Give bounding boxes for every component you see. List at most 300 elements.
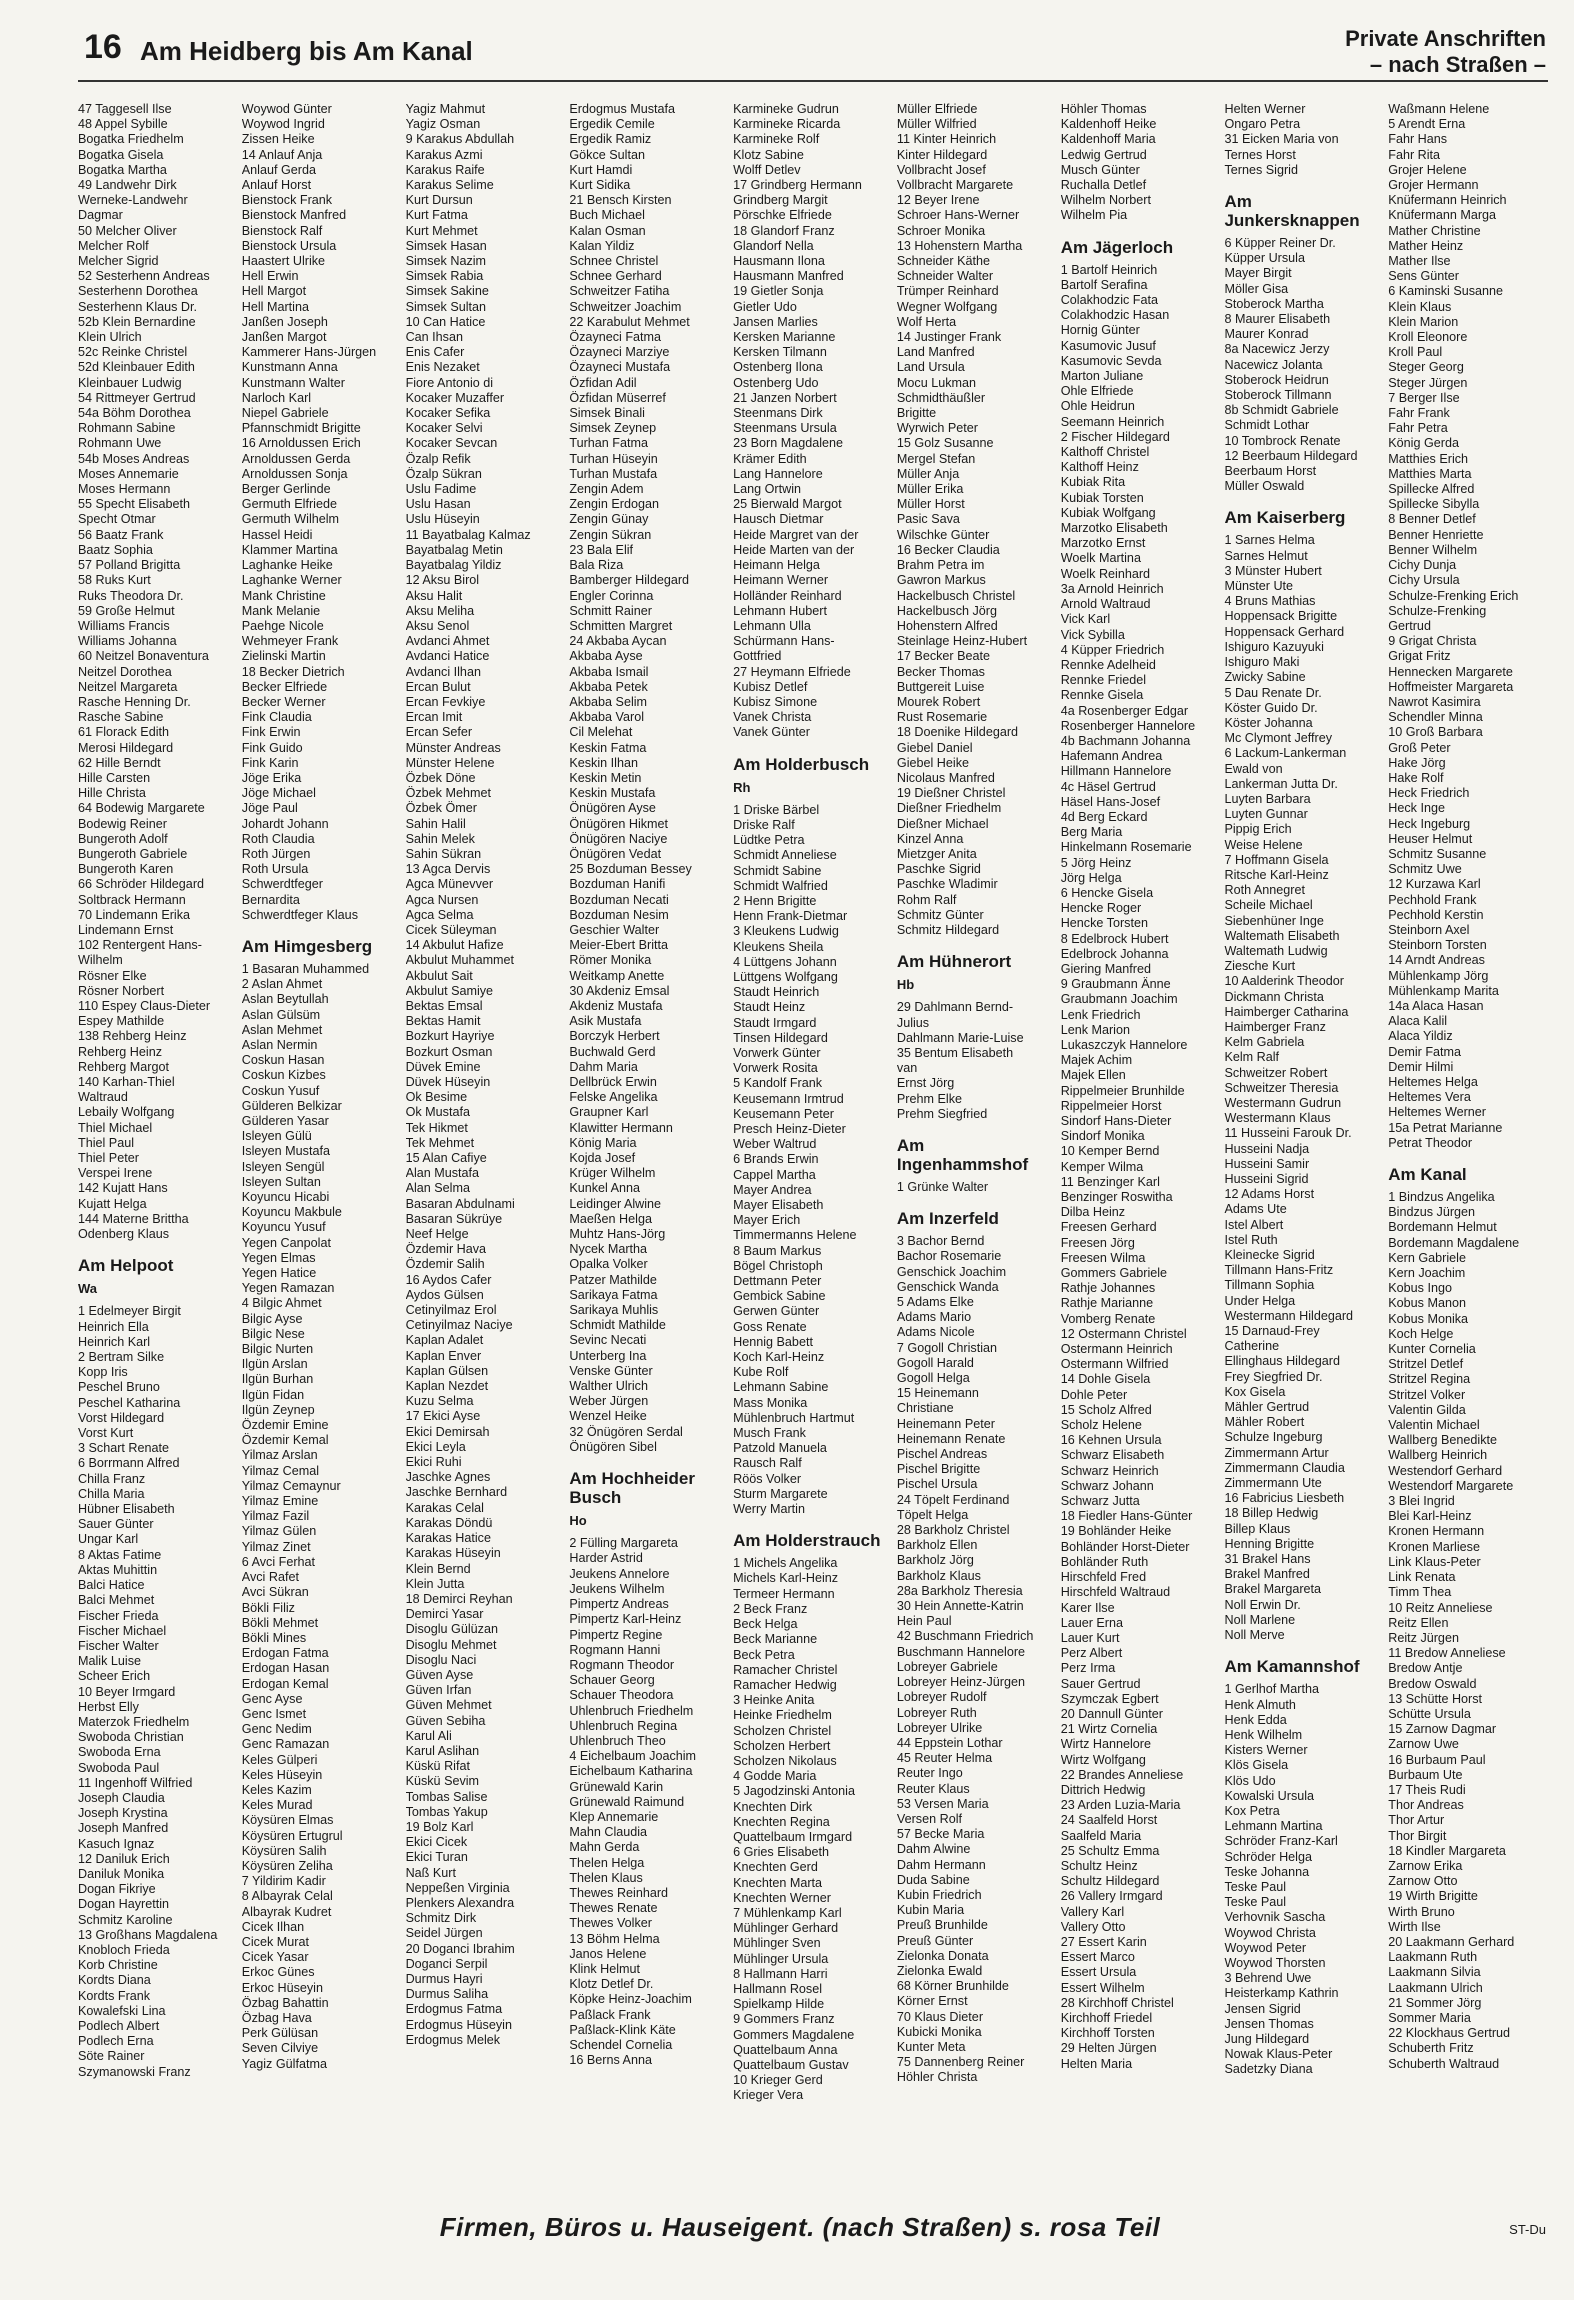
resident-entry: Siebenhüner Inge	[1224, 913, 1324, 928]
resident-entry: Vanek Christa	[733, 710, 812, 725]
resident-entry: Yagiz Gülfatma	[241, 2056, 327, 2071]
resident-entry: Lehmann Hubert	[733, 603, 827, 618]
resident-entry: Herbst Elly	[78, 1699, 139, 1714]
resident-entry: Saalfeld Maria	[1060, 1828, 1142, 1843]
resident-entry: Kelm Gabriela	[1224, 1035, 1305, 1050]
resident-entry: Kurt Sidika	[569, 178, 631, 193]
resident-entry: Disoglu Naci	[405, 1652, 477, 1667]
resident-entry: Akbulut Sait	[405, 968, 473, 983]
resident-entry: Dilba Heinz	[1060, 1205, 1126, 1220]
resident-entry: Scheile Michael	[1224, 898, 1313, 913]
resident-entry: Joseph Claudia	[78, 1790, 165, 1805]
resident-entry: 52 Sesterhenn Andreas	[78, 269, 210, 284]
resident-entry: Nawrot Kasimira	[1388, 694, 1481, 709]
resident-entry: Buttgereit Luise	[896, 679, 985, 694]
resident-entry: Cicek Ilhan	[241, 1919, 305, 1934]
resident-entry: Enis Cafer	[405, 345, 465, 360]
resident-entry: 68 Körner Brunhilde	[896, 1979, 1009, 1994]
resident-entry: 21 Janzen Norbert	[733, 390, 837, 405]
resident-entry: 10 Tombrock Renate	[1224, 433, 1341, 448]
resident-entry: Pimpertz Andreas	[569, 1597, 669, 1612]
resident-entry: Isleyen Sengül	[241, 1159, 325, 1174]
resident-entry: 25 Bozduman Bessey	[569, 862, 692, 877]
resident-entry: Podlech Erna	[78, 2034, 154, 2049]
resident-entry: 4 Küpper Friedrich	[1060, 642, 1165, 657]
resident-entry: Kubisz Detlef	[733, 679, 808, 694]
resident-entry: Wilhelm Pia	[1060, 208, 1128, 223]
resident-entry: Mähler Gertrud	[1224, 1400, 1310, 1415]
street-heading: Am Holderstrauch	[733, 1531, 881, 1551]
footer-note: Firmen, Büros u. Hauseigent. (nach Straßen) s. rosa Teil	[439, 2212, 1161, 2242]
resident-entry: Kronen Hermann	[1388, 1524, 1485, 1539]
street-heading: Am Jägerloch	[1060, 237, 1174, 257]
resident-entry: Teske Paul	[1224, 1879, 1287, 1894]
resident-entry: Güven Irfan	[405, 1683, 472, 1698]
resident-entry: Schürmann Hans-	[733, 634, 835, 649]
resident-entry: Brakel Manfred	[1224, 1567, 1310, 1582]
resident-entry: Muhtz Hans-Jörg	[569, 1227, 666, 1242]
resident-entry: Paschke Sigrid	[896, 862, 981, 877]
resident-entry: Mühlenbruch Hartmut	[733, 1410, 855, 1425]
resident-entry: Kordts Frank	[78, 1988, 151, 2003]
resident-entry: Gommers Magdalene	[733, 2027, 855, 2042]
resident-entry: Avdanci Hatice	[405, 649, 490, 664]
resident-entry: Klotz Detlef Dr.	[569, 1977, 654, 1992]
resident-entry: Bohländer Ruth	[1060, 1554, 1149, 1569]
resident-entry: Neppeßen Virginia	[405, 1880, 510, 1895]
resident-entry: Swoboda Paul	[78, 1760, 160, 1775]
resident-entry: Woywod Peter	[1224, 1940, 1307, 1955]
district-code: Hb	[896, 977, 915, 993]
directory-column	[242, 102, 402, 2182]
resident-entry: 14 Justinger Frank	[896, 330, 1002, 345]
resident-entry: Arnold Waltraud	[1060, 597, 1151, 612]
resident-entry: Seven Cilviye	[241, 2041, 319, 2056]
resident-entry: Hackelbusch Christel	[896, 588, 1016, 603]
resident-entry: Kern Gabriele	[1388, 1250, 1466, 1265]
resident-entry: Keskin Mustafa	[569, 786, 656, 801]
resident-entry: Vorwerk Günter	[733, 1045, 821, 1060]
resident-entry: Kasumovic Jusuf	[1060, 338, 1156, 353]
resident-entry: Wolf Herta	[896, 314, 957, 329]
resident-entry: Heck Ingeburg	[1388, 816, 1471, 831]
resident-entry: Verhovnik Sascha	[1224, 1910, 1326, 1925]
resident-entry: Bozkurt Hayriye	[405, 1029, 495, 1044]
resident-entry: 66 Schröder Hildegard	[78, 877, 205, 892]
resident-entry: Akbaba Ayse	[569, 649, 643, 664]
resident-entry: 5 Arendt Erna	[1388, 117, 1466, 132]
resident-entry: 18 Billep Hedwig	[1224, 1506, 1319, 1521]
resident-entry: Patzold Manuela	[733, 1441, 827, 1456]
resident-entry: 10 Can Hatice	[405, 314, 486, 329]
resident-entry: 8 Benner Detlef	[1388, 512, 1476, 527]
resident-entry: Termeer Hermann	[733, 1586, 835, 1601]
resident-entry: Szymanowski Franz	[78, 2064, 191, 2079]
resident-entry: 1 Bindzus Angelika	[1388, 1190, 1495, 1205]
resident-entry: Kubiak Torsten	[1060, 490, 1144, 505]
resident-entry: Versen Rolf	[896, 1811, 963, 1826]
resident-entry: Tek Mehmet	[405, 1135, 475, 1150]
resident-entry: Schröder Helga	[1224, 1849, 1312, 1864]
resident-entry: Pischel Ursula	[896, 1477, 978, 1492]
resident-entry: Wirth Bruno	[1388, 1904, 1455, 1919]
resident-entry: Hennecken Margarete	[1388, 664, 1513, 679]
resident-entry: Coskun Hasan	[241, 1053, 325, 1068]
resident-entry: Doganci Serpil	[405, 1956, 488, 1971]
resident-entry: Agca Selma	[405, 907, 474, 922]
resident-entry: Yegen Canpolat	[241, 1235, 331, 1250]
resident-entry: Moses Hermann	[78, 482, 171, 497]
resident-entry: Husseini Nadja	[1224, 1141, 1310, 1156]
resident-entry: Materzok Friedhelm	[78, 1714, 190, 1729]
resident-entry: 3 Bachor Bernd	[896, 1234, 985, 1249]
resident-entry: Wilhelm	[78, 953, 123, 968]
resident-entry: Essert Ursula	[1060, 1965, 1137, 1980]
resident-entry: 8 Aktas Fatime	[78, 1547, 162, 1562]
resident-entry: Schwarz Heinrich	[1060, 1463, 1159, 1478]
resident-entry: Kube Rolf	[733, 1365, 789, 1380]
resident-entry: 15a Petrat Marianne	[1388, 1120, 1503, 1135]
resident-entry: Jaschke Agnes	[405, 1470, 491, 1485]
resident-entry: Ledwig Gertrud	[1060, 147, 1147, 162]
resident-entry: Essert Wilhelm	[1060, 1980, 1145, 1995]
resident-entry: Ritsche Karl-Heinz	[1224, 867, 1329, 882]
resident-entry: Pimpertz Regine	[569, 1627, 663, 1642]
resident-entry: Karakus Selime	[405, 178, 494, 193]
resident-entry: 12 Ostermann Christel	[1060, 1326, 1187, 1341]
resident-entry: Gertrud	[1388, 618, 1431, 633]
resident-entry: Turhan Mustafa	[569, 466, 658, 481]
resident-entry: Wenzel Heike	[569, 1409, 647, 1424]
resident-entry: Hell Margot	[241, 284, 307, 299]
resident-entry: Hein Paul	[896, 1614, 952, 1629]
resident-entry: Bungeroth Karen	[78, 862, 174, 877]
resident-entry: Fink Guido	[241, 740, 303, 755]
resident-entry: 30 Akdeniz Emsal	[569, 983, 670, 998]
resident-entry: Helten Maria	[1060, 2056, 1133, 2071]
resident-entry: Ok Mustafa	[405, 1105, 470, 1120]
resident-entry: Laghanke Werner	[241, 573, 342, 588]
resident-entry: Ishiguro Kazuyuki	[1224, 639, 1324, 654]
resident-entry: Yilmaz Zinet	[241, 1539, 311, 1554]
resident-entry: 9 Gommers Franz	[733, 2012, 835, 2027]
resident-entry: 19 Wirth Brigitte	[1388, 1889, 1478, 1904]
resident-entry: Jöge Erika	[241, 770, 302, 785]
resident-entry: Kaplan Enver	[405, 1348, 482, 1363]
resident-entry: Heltemes Werner	[1388, 1105, 1486, 1120]
resident-entry: Zarnow Uwe	[1388, 1737, 1459, 1752]
resident-entry: Schwarz Jutta	[1060, 1494, 1140, 1509]
resident-entry: 18 Becker Dietrich	[241, 664, 345, 679]
resident-entry: Thor Andreas	[1388, 1798, 1464, 1813]
resident-entry: Kalthoff Heinz	[1060, 460, 1139, 475]
resident-entry: Espey Mathilde	[78, 1014, 165, 1029]
resident-entry: Heck Friedrich	[1388, 786, 1470, 801]
resident-entry: 16 Fabricius Liesbeth	[1224, 1491, 1345, 1506]
resident-entry: Keles Gülperi	[241, 1752, 318, 1767]
resident-entry: Yilmaz Arslan	[241, 1448, 318, 1463]
resident-entry: Ramacher Christel	[733, 1662, 838, 1677]
resident-entry: Prehm Elke	[896, 1091, 962, 1106]
resident-entry: Szymczak Egbert	[1060, 1691, 1159, 1706]
resident-entry: Bayatbalag Metin	[405, 542, 503, 557]
resident-entry: Verspei Irene	[78, 1166, 153, 1181]
resident-entry: Reitz Jürgen	[1388, 1630, 1459, 1645]
resident-entry: Ilgün Fidan	[241, 1387, 305, 1402]
resident-entry: Ergedik Cemile	[569, 117, 655, 132]
resident-entry: Daniluk Monika	[78, 1866, 165, 1881]
resident-entry: Haastert Ulrike	[241, 254, 326, 269]
resident-entry: Özdemir Hava	[405, 1242, 487, 1257]
resident-entry: Klein Jutta	[405, 1576, 465, 1591]
resident-entry: Timmermanns Helene	[733, 1228, 857, 1243]
directory-column	[897, 102, 1057, 2182]
resident-entry: Avci Sükran	[241, 1585, 309, 1600]
resident-entry: Mocu Lukman	[896, 375, 977, 390]
resident-entry: 142 Kujatt Hans	[78, 1181, 168, 1196]
resident-entry: 22 Karabulut Mehmet	[569, 314, 690, 329]
resident-entry: Knechten Regina	[733, 1814, 830, 1829]
resident-entry: Sesterhenn Klaus Dr.	[78, 299, 198, 314]
resident-entry: Williams Johanna	[78, 634, 177, 649]
resident-entry: Borczyk Herbert	[569, 1029, 660, 1044]
resident-entry: Soltbrack Hermann	[78, 892, 186, 907]
resident-entry: Mather Christine	[1388, 223, 1481, 238]
resident-entry: Hoppensack Brigitte	[1224, 609, 1338, 624]
resident-entry: Kocaker Muzaffer	[405, 390, 505, 405]
resident-entry: Stritzel Regina	[1388, 1372, 1471, 1387]
resident-entry: Opalka Volker	[569, 1257, 648, 1272]
resident-entry: Jöge Paul	[241, 801, 298, 816]
resident-entry: Gembick Sabine	[733, 1289, 826, 1304]
resident-entry: Zwicky Sabine	[1224, 670, 1306, 685]
resident-entry: Genschick Joachim	[896, 1264, 1007, 1279]
resident-entry: 14 Akbulut Hafize	[405, 938, 504, 953]
resident-entry: Kaldenhoff Heike	[1060, 117, 1157, 132]
resident-entry: Rausch Ralf	[733, 1456, 802, 1471]
resident-entry: Vollbracht Josef	[896, 162, 986, 177]
resident-entry: Rasche Sabine	[78, 710, 164, 725]
resident-entry: Mather Ilse	[1388, 254, 1451, 269]
resident-entry: Uhlenbruch Friedhelm	[569, 1703, 694, 1718]
resident-entry: 9 Karakus Abdullah	[405, 132, 515, 147]
resident-entry: Ok Besime	[405, 1090, 468, 1105]
resident-entry: 17 Becker Beate	[896, 649, 991, 664]
resident-entry: Wyrwich Peter	[896, 421, 978, 436]
resident-entry: 6 Kaminski Susanne	[1388, 284, 1504, 299]
resident-entry: Bögel Christoph	[733, 1258, 823, 1273]
resident-entry: 48 Appel Sybille	[78, 117, 168, 132]
resident-entry: Fahr Frank	[1388, 406, 1450, 421]
resident-entry: 17 Theis Rudi	[1388, 1782, 1466, 1797]
resident-entry: Harder Astrid	[569, 1551, 643, 1566]
resident-entry: Perz Irma	[1060, 1661, 1116, 1676]
resident-entry: Catherine	[1224, 1339, 1280, 1354]
resident-entry: Mather Heinz	[1388, 238, 1464, 253]
resident-entry: Woelk Reinhard	[1060, 566, 1151, 581]
resident-entry: 54 Rittmeyer Gertrud	[78, 390, 196, 405]
resident-entry: Naß Kurt	[405, 1865, 456, 1880]
resident-entry: Fahr Petra	[1388, 421, 1448, 436]
resident-entry: Mank Melanie	[241, 603, 321, 618]
resident-entry: Kordts Diana	[78, 1973, 151, 1988]
resident-entry: Genc Ayse	[241, 1691, 303, 1706]
resident-entry: Klein Bernd	[405, 1561, 471, 1576]
resident-entry: Wehmeyer Frank	[241, 634, 339, 649]
resident-entry: Rennke Gisela	[1060, 688, 1144, 703]
resident-entry: Quattelbaum Gustav	[733, 2057, 849, 2072]
resident-entry: Özbek Mehmet	[405, 786, 491, 801]
resident-entry: 10 Kemper Bernd	[1060, 1144, 1160, 1159]
resident-entry: van	[896, 1061, 918, 1076]
resident-entry: Mayer Erich	[733, 1213, 801, 1228]
resident-entry: Grindberg Margit	[733, 193, 828, 208]
resident-entry: Link Klaus-Peter	[1388, 1554, 1481, 1569]
resident-entry: Janßen Joseph	[241, 314, 328, 329]
resident-entry: 6 Avci Ferhat	[241, 1554, 316, 1569]
resident-entry: 57 Polland Brigitta	[78, 558, 181, 573]
resident-entry: 5 Kandolf Frank	[733, 1076, 823, 1091]
resident-entry: Sauer Gertrud	[1060, 1676, 1141, 1691]
resident-entry: Sesterhenn Dorothea	[78, 284, 198, 299]
resident-entry: Akbulut Muhammet	[405, 953, 515, 968]
resident-entry: Rehberg Margot	[78, 1059, 170, 1074]
resident-entry: Karakas Hatice	[405, 1531, 491, 1546]
resident-entry: Körner Ernst	[896, 1994, 968, 2009]
resident-entry: Genc Nedim	[241, 1722, 312, 1737]
resident-entry: Sommer Maria	[1388, 2010, 1471, 2025]
resident-entry: Schulze Ingeburg	[1224, 1430, 1323, 1445]
resident-entry: Karul Ali	[405, 1728, 452, 1743]
resident-entry: Ilgün Zeynep	[241, 1402, 315, 1417]
resident-entry: Noll Merve	[1224, 1628, 1285, 1643]
resident-entry: Dahm Alwine	[896, 1842, 971, 1857]
resident-entry: Sauer Günter	[78, 1517, 154, 1532]
resident-entry: Schütte Ursula	[1388, 1706, 1471, 1721]
resident-entry: Römer Monika	[569, 953, 652, 968]
resident-entry: Adams Nicole	[896, 1325, 975, 1340]
resident-entry: Ekici Demirsah	[405, 1424, 490, 1439]
resident-entry: Can Ihsan	[405, 330, 463, 345]
resident-entry: Thelen Helga	[569, 1855, 645, 1870]
resident-entry: Valentin Michael	[1388, 1418, 1480, 1433]
resident-entry: Schmitten Margret	[569, 618, 673, 633]
resident-entry: Cicek Süleyman	[405, 922, 497, 937]
resident-entry: Demirci Yasar	[405, 1607, 484, 1622]
resident-entry: 57 Becke Maria	[896, 1827, 985, 1842]
resident-entry: Steenmans Ursula	[733, 421, 837, 436]
resident-entry: 16 Arnoldussen Erich	[241, 436, 361, 451]
resident-entry: Tombas Yakup	[405, 1804, 488, 1819]
resident-entry: Hirschfeld Fred	[1060, 1570, 1147, 1585]
street-heading: Am Kanal	[1388, 1165, 1467, 1185]
resident-entry: Schnee Gerhard	[569, 269, 662, 284]
resident-entry: Dahm Maria	[569, 1059, 638, 1074]
resident-entry: Westermann Gudrun	[1224, 1095, 1342, 1110]
resident-entry: Bordemann Magdalene	[1388, 1235, 1520, 1250]
resident-entry: Knechten Dirk	[733, 1799, 813, 1814]
resident-entry: Lobreyer Ruth	[896, 1705, 977, 1720]
footer-code: ST-Du	[1509, 2222, 1546, 2237]
resident-entry: Plenkers Alexandra	[405, 1895, 515, 1910]
resident-entry: Haimberger Catharina	[1224, 1004, 1349, 1019]
resident-entry: Ishiguro Maki	[1224, 655, 1300, 670]
resident-entry: 10 Krieger Gerd	[733, 2073, 823, 2088]
resident-entry: Schroer Hans-Werner	[896, 208, 1020, 223]
resident-entry: Rennke Adelheid	[1060, 657, 1156, 672]
resident-entry: Karul Aslihan	[405, 1743, 480, 1758]
resident-entry: Keusemann Peter	[733, 1106, 834, 1121]
resident-entry: Michels Karl-Heinz	[733, 1571, 839, 1586]
resident-entry: Holländer Reinhard	[733, 588, 842, 603]
resident-entry: Cicek Yasar	[241, 1950, 309, 1965]
resident-entry: Wirtz Hannelore	[1060, 1737, 1151, 1752]
resident-entry: 140 Karhan-Thiel	[78, 1075, 175, 1089]
resident-entry: Reuter Ingo	[896, 1766, 963, 1781]
resident-entry: Timm Thea	[1388, 1585, 1452, 1600]
resident-entry: Woelk Martina	[1060, 551, 1141, 566]
resident-entry: Karakus Raife	[405, 162, 485, 177]
resident-entry: Ongaro Petra	[1224, 117, 1301, 132]
resident-entry: Buschmann Hannelore	[896, 1644, 1026, 1659]
resident-entry: Rohm Ralf	[896, 892, 957, 907]
resident-entry: Akbaba Selim	[569, 694, 648, 709]
resident-entry: Köysüren Ertugrul	[241, 1828, 343, 1843]
district-code: Ho	[569, 1513, 587, 1529]
resident-entry: Westermann Hildegard	[1224, 1308, 1354, 1323]
resident-entry: 8 Maurer Elisabeth	[1224, 312, 1331, 327]
resident-entry: 18 Glandorf Franz	[733, 223, 835, 238]
resident-entry: Erdogan Kemal	[241, 1676, 329, 1691]
resident-entry: Kisters Werner	[1224, 1743, 1308, 1758]
resident-entry: Germuth Elfriede	[241, 497, 337, 512]
resident-entry: Venske Günter	[569, 1363, 653, 1378]
resident-entry: Karmineke Rolf	[733, 132, 820, 147]
resident-entry: Marzotko Ernst	[1060, 536, 1146, 551]
resident-entry: Kunter Cornelia	[1388, 1342, 1476, 1357]
resident-entry: 17 Ekici Ayse	[405, 1409, 481, 1424]
resident-entry: Bilgic Nurten	[241, 1342, 314, 1357]
resident-entry: 35 Bentum Elisabeth	[896, 1045, 1014, 1060]
resident-entry: Hausmann Manfred	[733, 269, 844, 284]
resident-entry: Ilgün Burhan	[241, 1372, 314, 1387]
resident-entry: Wallberg Heinrich	[1388, 1448, 1488, 1463]
resident-entry: Agca Münevver	[405, 877, 494, 892]
resident-entry: Reuter Klaus	[896, 1781, 970, 1796]
resident-entry: 75 Dannenberg Reiner	[896, 2055, 1025, 2070]
resident-entry: Buch Michael	[569, 208, 645, 223]
resident-entry: Zimmermann Ute	[1224, 1476, 1322, 1491]
resident-entry: 3 Blei Ingrid	[1388, 1494, 1455, 1509]
resident-entry: Schwerdtfeger	[241, 877, 323, 892]
resident-entry: Önügören Sibel	[569, 1439, 657, 1454]
resident-entry: Wallberg Benedikte	[1388, 1433, 1497, 1448]
resident-entry: Williams Francis	[78, 618, 170, 633]
resident-entry: Hencke Torsten	[1060, 916, 1148, 931]
resident-entry: Fischer Frieda	[78, 1608, 159, 1623]
resident-entry: Ternes Sigrid	[1224, 162, 1298, 177]
resident-entry: Ungar Karl	[78, 1532, 139, 1547]
resident-entry: 6 Lackum-Lankerman	[1224, 746, 1347, 761]
resident-entry: Aktas Muhittin	[78, 1562, 158, 1577]
resident-entry: 6 Gries Elisabeth	[733, 1845, 830, 1860]
resident-entry: 44 Eppstein Lothar	[896, 1735, 1003, 1750]
street-heading: Am Kaiserberg	[1224, 508, 1346, 528]
resident-entry: Lauer Kurt	[1060, 1630, 1120, 1645]
resident-entry: 2 Fülling Margareta	[569, 1536, 678, 1551]
resident-entry: Ekici Turan	[405, 1850, 468, 1865]
resident-entry: Pischel Brigitte	[896, 1462, 981, 1477]
